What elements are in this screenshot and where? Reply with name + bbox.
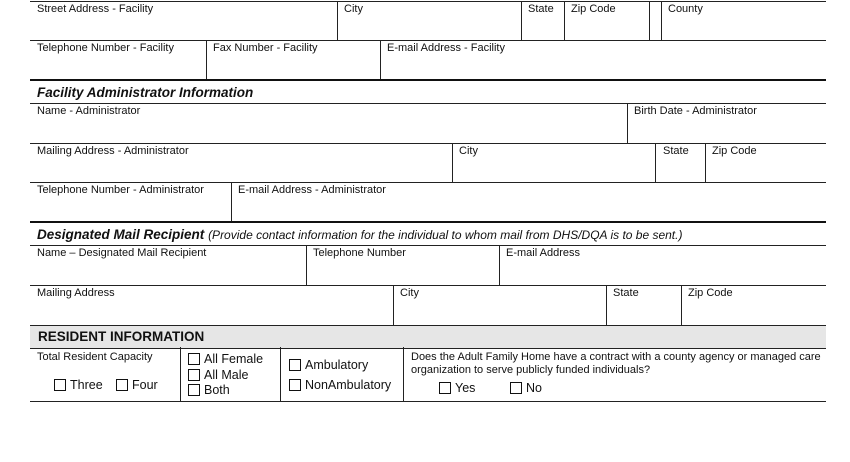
section-rule [30,221,826,223]
all-female-option[interactable] [188,352,263,366]
email-recipient-label: E-mail Address [506,247,580,259]
mailing-recipient-label: Mailing Address [37,287,115,299]
divider [661,1,662,41]
city-admin-label: City [459,145,478,157]
divider [206,40,207,80]
four-label: Four [132,378,158,392]
four-checkbox[interactable] [116,379,128,391]
telephone-recipient-field[interactable] [308,260,496,282]
three-label: Three [70,378,103,392]
state-facility-field[interactable] [523,16,563,38]
telephone-recipient-label: Telephone Number [313,247,406,259]
both-option[interactable] [188,383,230,397]
city-recipient-label: City [400,287,419,299]
no-label: No [526,381,542,395]
non-ambulatory-checkbox[interactable] [289,379,301,391]
all-male-option[interactable] [188,368,248,382]
divider [380,40,381,80]
state-facility-label: State [528,3,554,15]
divider [393,285,394,325]
ambulatory-option[interactable] [289,358,368,372]
admin-section-title: Facility Administrator Information [37,85,254,100]
name-admin-label: Name - Administrator [37,105,141,117]
zip-recipient-label: Zip Code [688,287,733,299]
zip-admin-field[interactable] [707,158,823,180]
telephone-admin-label: Telephone Number - Administrator [37,184,204,196]
email-recipient-field[interactable] [501,260,823,282]
capacity-label: Total Resident Capacity [37,351,153,363]
email-admin-label: E-mail Address - Administrator [238,184,386,196]
contract-question: Does the Adult Family Home have a contract with a county agency or managed care organization to serve publicly funded individuals? [411,351,821,376]
top-rule [30,1,826,2]
both-label: Both [204,383,230,397]
divider [606,285,607,325]
telephone-admin-field[interactable] [32,197,228,219]
name-admin-field[interactable] [32,118,624,140]
divider [705,143,706,183]
non-ambulatory-option[interactable] [289,378,391,392]
telephone-facility-field[interactable] [32,56,204,78]
yes-option[interactable] [439,381,475,395]
no-checkbox[interactable] [510,382,522,394]
three-option[interactable] [54,378,103,392]
divider [564,1,565,41]
street-address-facility-label: Street Address - Facility [37,3,154,15]
bottom-rule [30,401,826,402]
divider [655,143,656,183]
county-facility-label: County [668,3,703,15]
name-recipient-label: Name – Designated Mail Recipient [37,247,207,259]
mailing-admin-field[interactable] [32,158,449,180]
both-checkbox[interactable] [188,384,200,396]
yes-checkbox[interactable] [439,382,451,394]
email-admin-field[interactable] [233,197,823,219]
non-ambulatory-label: NonAmbulatory [305,378,392,392]
row-rule [30,40,826,41]
birth-date-admin-field[interactable] [629,118,823,140]
zip-recipient-field[interactable] [683,300,823,322]
divider [521,1,522,41]
telephone-facility-label: Telephone Number - Facility [37,42,174,54]
name-recipient-field[interactable] [32,260,303,282]
divider [499,245,500,285]
fax-facility-field[interactable] [208,56,378,78]
row-rule [30,182,826,183]
section-rule [30,79,826,81]
divider [627,103,628,143]
city-facility-label: City [344,3,363,15]
state-recipient-label: State [613,287,639,299]
row-rule [30,143,826,144]
county-facility-field[interactable] [663,16,823,38]
birth-date-admin-label: Birth Date - Administrator [634,105,757,117]
four-option[interactable] [116,378,158,392]
state-admin-field[interactable] [657,158,703,180]
city-recipient-field[interactable] [395,300,603,322]
zip-admin-label: Zip Code [712,145,757,157]
resident-section-header [30,325,826,349]
ambulatory-checkbox[interactable] [289,359,301,371]
city-facility-field[interactable] [339,16,519,38]
email-facility-label: E-mail Address - Facility [387,42,505,54]
all-male-label: All Male [204,368,249,382]
all-female-label: All Female [204,352,264,366]
state-recipient-field[interactable] [608,300,678,322]
ambulatory-label: Ambulatory [305,358,369,372]
zip-facility-label: Zip Code [571,3,616,15]
row-rule [30,285,826,286]
street-address-facility-field[interactable] [32,16,334,38]
all-male-checkbox[interactable] [188,369,200,381]
yes-label: Yes [455,381,476,395]
recipient-title-text: Designated Mail Recipient [37,227,205,242]
divider [452,143,453,183]
resident-section-title: RESIDENT INFORMATION [38,329,205,344]
divider [337,1,338,41]
mailing-admin-label: Mailing Address - Administrator [37,145,189,157]
no-option[interactable] [510,381,542,395]
divider [231,182,232,222]
recipient-subtitle: (Provide contact information for the individual to whom mail from DHS/DQA is to be sent.) [208,228,683,242]
city-admin-field[interactable] [454,158,652,180]
row-rule [30,245,826,246]
email-facility-field[interactable] [382,56,822,78]
recipient-section-title [37,227,682,242]
divider [306,245,307,285]
fax-facility-label: Fax Number - Facility [213,42,318,54]
all-female-checkbox[interactable] [188,353,200,365]
mailing-recipient-field[interactable] [32,300,390,322]
divider [649,1,650,41]
zip-facility-field[interactable] [566,16,648,38]
divider [403,347,404,402]
state-admin-label: State [663,145,689,157]
row-rule [30,103,826,104]
three-checkbox[interactable] [54,379,66,391]
divider [180,347,181,402]
divider [280,347,281,402]
divider [681,285,682,325]
